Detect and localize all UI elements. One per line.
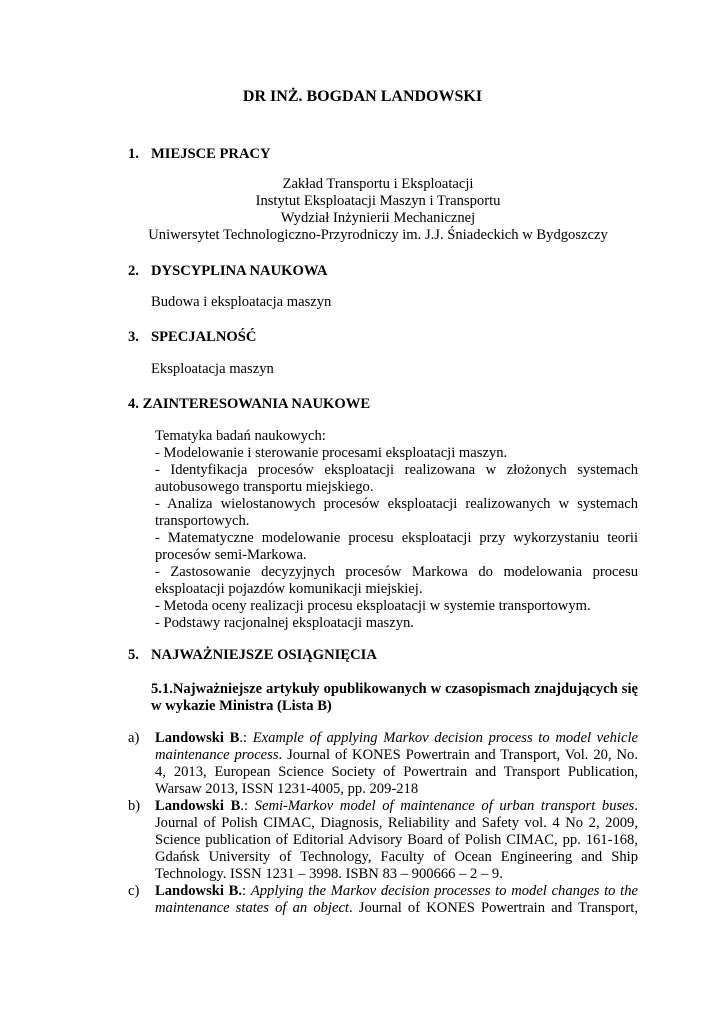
reference-line: maintenance process. Journal of KONES Powertrain and Transport, Vol. 20, No. <box>155 747 638 763</box>
reference-marker: c) <box>128 883 140 899</box>
reference-title: Applying the Markov decision processes to model changes to the <box>250 883 639 899</box>
workplace-address <box>128 176 628 244</box>
address-line: Wydział Inżynierii Mechanicznej <box>280 210 476 226</box>
interest-line: - Modelowanie i sterowanie procesami eksploatacji maszyn. <box>155 445 508 461</box>
reference-title: Example of applying Markov decision process to model vehicle <box>252 730 638 746</box>
interest-intro: Tematyka badań naukowych: <box>155 428 326 444</box>
research-interests <box>155 428 638 632</box>
reference-title: Semi-Markov model of maintenance of urban transport buses <box>254 798 635 814</box>
section-heading-dyscyplina: DYSCYPLINA NAUKOWA <box>151 263 328 279</box>
page-title: DR INŻ. BOGDAN LANDOWSKI <box>242 88 483 105</box>
reference-line: Landowski B.: Example of applying Markov decision process to model vehicle <box>155 730 638 746</box>
section-heading-zainteresowania: 4. ZAINTERESOWANIA NAUKOWE <box>128 396 371 412</box>
address-line: Uniwersytet Technologiczno-Przyrodniczy im. J.J. Śniadeckich w Bydgoszczy <box>148 227 608 243</box>
interest-line: autobusowego transportu miejskiego. <box>155 479 374 495</box>
discipline-text: Budowa i eksploatacja maszyn <box>151 294 332 310</box>
interest-line: eksploatacji pojazdów komunikacji miejskiej. <box>155 581 423 597</box>
reference-author: Landowski B <box>155 798 241 814</box>
reference-c <box>155 883 638 917</box>
reference-title: maintenance process <box>155 747 279 763</box>
reference-a <box>155 730 638 798</box>
reference-line: 4, 2013, European Science Society of Powertrain and Transport Publication, <box>155 764 638 780</box>
section-heading-specjalnosc: SPECJALNOŚĆ <box>151 329 257 345</box>
reference-marker: a) <box>128 730 140 746</box>
interest-line: procesów semi-Markowa. <box>155 547 307 563</box>
reference-author: Landowski B. <box>155 883 243 899</box>
reference-marker: b) <box>128 798 141 814</box>
section-heading-osiagniecia: NAJWAŻNIEJSZE OSIĄGNIĘCIA <box>151 647 377 663</box>
section-number: 5. <box>128 647 139 663</box>
interest-line: - Analiza wielostanowych procesów eksploatacji realizowanych w systemach <box>155 496 638 512</box>
interest-line: - Identyfikacja procesów eksploatacji realizowana w złożonych systemach <box>155 462 638 478</box>
reference-b <box>155 798 638 883</box>
reference-line: maintenance states of an object. Journal of KONES Powertrain and Transport, <box>155 900 638 916</box>
subsection-line: w wykazie Ministra (Lista B) <box>151 698 332 714</box>
interest-line: - Zastosowanie decyzyjnych procesów Markowa do modelowania procesu <box>155 564 638 580</box>
interest-line: transportowych. <box>155 513 250 529</box>
reference-line: Landowski B.: Applying the Markov decision processes to model changes to the <box>155 883 639 899</box>
section-number: 2. <box>128 263 139 279</box>
subsection-heading-5-1 <box>151 681 638 715</box>
subsection-line: 5.1.Najważniejsze artykuły opublikowanych w czasopismach znajdujących się <box>151 681 638 697</box>
section-number: 1. <box>128 146 139 162</box>
reference-line: Journal of Polish CIMAC, Diagnosis, Reliability and Safety vol. 4 No 2, 2009, <box>155 815 638 831</box>
interest-line: - Podstawy racjonalnej eksploatacji maszyn. <box>155 615 414 631</box>
address-line: Zakład Transportu i Eksploatacji <box>282 176 474 192</box>
reference-author: Landowski B <box>155 730 240 746</box>
section-number: 3. <box>128 329 139 345</box>
address-line: Instytut Eksploatacji Maszyn i Transportu <box>255 193 501 209</box>
reference-line: Science publication of Editorial Advisory Board of Polish CIMAC, pp. 161-168, <box>155 832 638 848</box>
reference-title: maintenance states of an object <box>155 900 349 916</box>
specialty-text: Eksploatacja maszyn <box>151 361 274 377</box>
interest-line: - Matematyczne modelowanie procesu eksploatacji przy wykorzystaniu teorii <box>155 530 638 546</box>
reference-line: Technology. ISSN 1231 – 3998. ISBN 83 – 900666 – 2 – 9. <box>155 866 503 882</box>
section-heading-miejsce-pracy: MIEJSCE PRACY <box>151 146 271 162</box>
reference-line: Landowski B.: Semi-Markov model of maintenance of urban transport buses. <box>155 798 638 814</box>
reference-line: Gdańsk University of Technology, Faculty of Ocean Engineering and Ship <box>155 849 638 865</box>
interest-line: - Metoda oceny realizacji procesu eksploatacji w systemie transportowym. <box>155 598 591 614</box>
reference-line: Warsaw 2013, ISSN 1231-4005, pp. 209-218 <box>155 781 419 797</box>
